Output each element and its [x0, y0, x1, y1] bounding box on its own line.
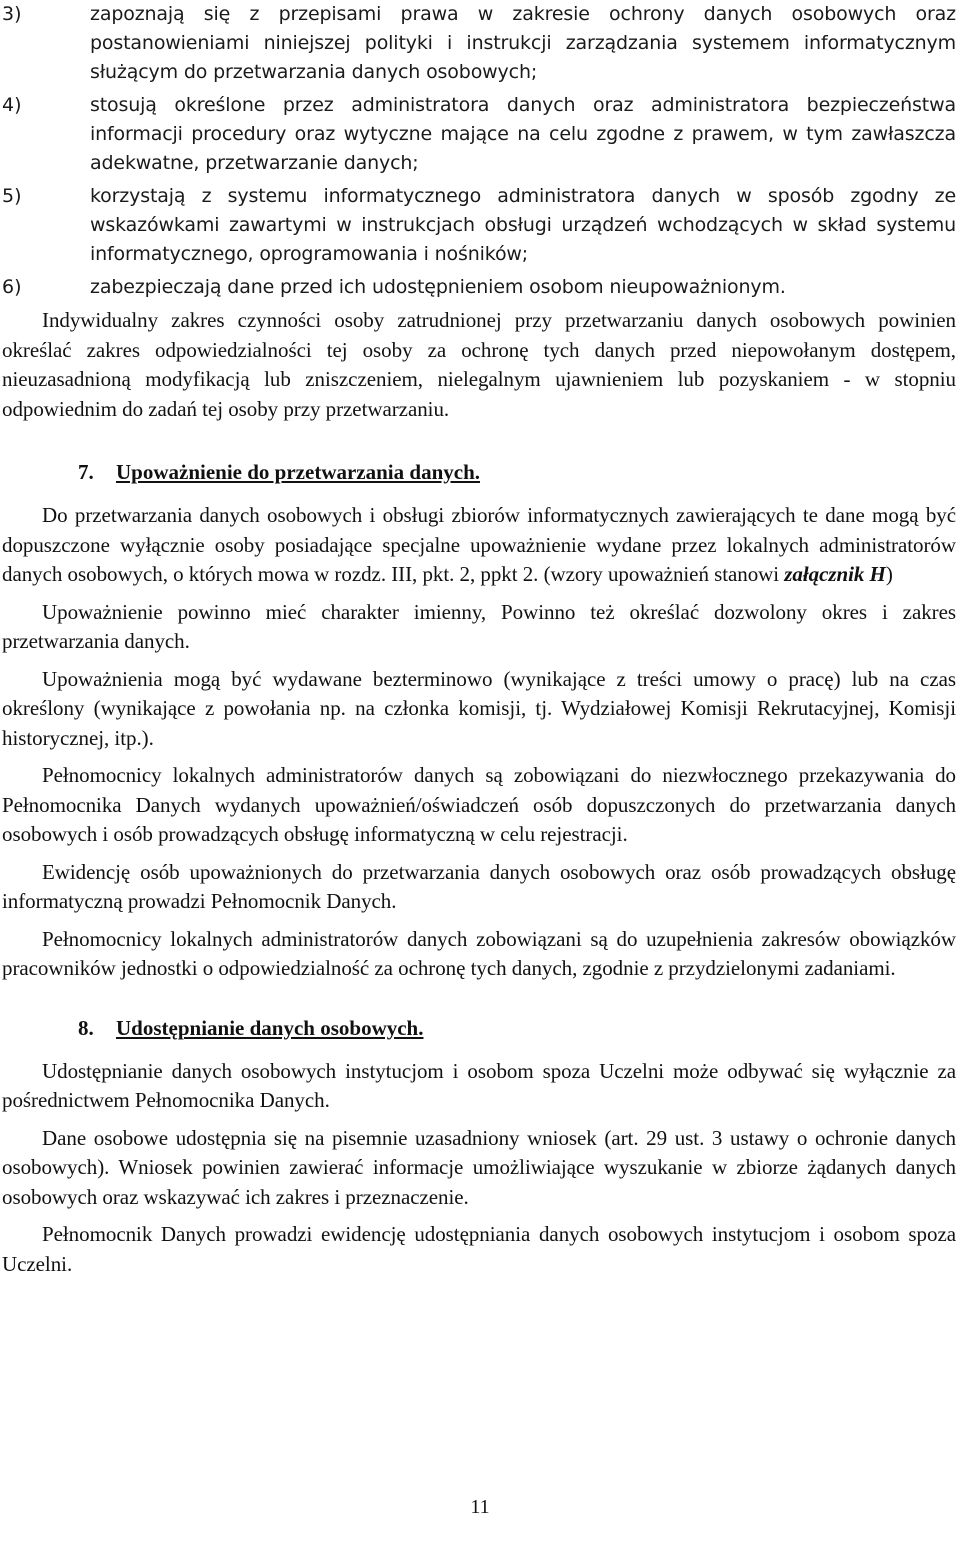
page-number: 11	[470, 1496, 490, 1518]
section-7-paragraph: Pełnomocnicy lokalnych administratorów danych zobowiązani są do uzupełnienia zakresów obowiązków pracowników jednostki o odpowiedzialność za ochronę tych danych, zgodnie z przydzielonymi zadaniami.	[2, 926, 956, 980]
section-7-title: Upoważnienie do przetwarzania danych.	[116, 460, 480, 484]
section-8-paragraph: Pełnomocnik Danych prowadzi ewidencję udostępniania danych osobowych instytucjom i osobom spoza Uczelni.	[2, 1222, 956, 1276]
intro-paragraph: Indywidualny zakres czynności osoby zatrudnionej przy przetwarzaniu danych osobowych powinien określać zakres odpowiedzialności tej osoby za ochronę tych danych przed niepowołanym dostępem, nieuzasadnioną modyfikacją lub zniszczeniem, nielegalnym ujawnieniem lub pozyskaniem - w stopniu odpowiednim do zadań tej osoby przy przetwarzaniu.	[2, 308, 956, 421]
list-item-text: stosują określone przez administratora danych oraz administratora bezpieczeństwa informacji procedury oraz wytyczne mające na celu zgodne z prawem, w tym zawłaszcza adekwatne, przetwarzanie danych;	[90, 94, 956, 174]
section-7-number: 7.	[78, 460, 94, 484]
section-7-paragraph-1-text: Do przetwarzania danych osobowych i obsługi zbiorów informatycznych zawierających te dane mogą być dopuszczone wyłącznie osoby posiadające specjalne upoważnienie wydane przez lokalnych administratorów danych osobowych, o których mowa w rozdz. III, pkt. 2, ppkt 2. (wzory upoważnień stanowi	[2, 503, 956, 586]
section-7-paragraph-1-tail: )	[885, 562, 893, 586]
section-8-title: Udostępnianie danych osobowych.	[116, 1015, 424, 1040]
section-8-paragraph: Udostępnianie danych osobowych instytucjom i osobom spoza Uczelni może odbywać się wyłącznie za pośrednictwem Pełnomocnika Danych.	[2, 1058, 956, 1112]
annex-reference: załącznik H	[784, 562, 886, 586]
section-8-number: 8.	[78, 1015, 94, 1040]
list-item-text: zabezpieczają dane przed ich udostępnieniem osobom nieupoważnionym.	[90, 276, 786, 298]
section-8-paragraph: Dane osobowe udostępnia się na pisemnie uzasadniony wniosek (art. 29 ust. 3 ustawy o ochronie danych osobowych). Wniosek powinien zawierać informacje umożliwiające wyszukanie w zbiorze żądanych danych osobowych oraz wskazywać ich zakres i przeznaczenie.	[2, 1125, 956, 1209]
list-item-text: zapoznają się z przepisami prawa w zakresie ochrony danych osobowych oraz postanowieniami niniejszej polityki i instrukcji zarządzania systemem informatycznym służącym do przetwarzania danych osobowych;	[90, 3, 956, 83]
section-7-paragraph: Upoważnienia mogą być wydawane bezterminowo (wynikające z treści umowy o pracę) lub na czas określony (wynikające z powołania np. na członka komisji, tj. Wydziałowej Komisji Rekrutacyjnej, Komisji historycznej, itp.).	[2, 666, 956, 750]
list-item-number: 3)	[2, 3, 22, 25]
section-7-paragraph-1	[2, 501, 956, 590]
list-item-number: 6)	[2, 276, 22, 298]
list-item-number: 4)	[2, 94, 22, 116]
list-item	[2, 182, 956, 269]
list-item	[2, 91, 956, 178]
obligations-list	[2, 0, 956, 302]
list-item	[2, 0, 956, 87]
section-7-heading	[2, 458, 956, 487]
list-item-text: korzystają z systemu informatycznego administratora danych w sposób zgodny ze wskazówkami zawartymi w instrukcjach obsługi urządzeń wchodzących w skład systemu informatycznego, oprogramowania i nośników;	[90, 185, 956, 265]
section-7-paragraph: Pełnomocnicy lokalnych administratorów danych są zobowiązani do niezwłocznego przekazywania do Pełnomocnika Danych wydanych upoważnień/oświadczeń osób dopuszczonych do przetwarzania danych osobowych i osób prowadzących obsługę informatyczną w celu rejestracji.	[2, 763, 956, 846]
list-item	[2, 273, 956, 302]
section-8-heading	[2, 1014, 956, 1043]
section-7-paragraph: Ewidencję osób upoważnionych do przetwarzania danych osobowych oraz osób prowadzących obsługę informatyczną prowadzi Pełnomocnik Danych.	[2, 859, 956, 913]
section-7-paragraph: Upoważnienie powinno mieć charakter imienny, Powinno też określać dozwolony okres i zakres przetwarzania danych.	[2, 599, 956, 653]
list-item-number: 5)	[2, 185, 22, 207]
